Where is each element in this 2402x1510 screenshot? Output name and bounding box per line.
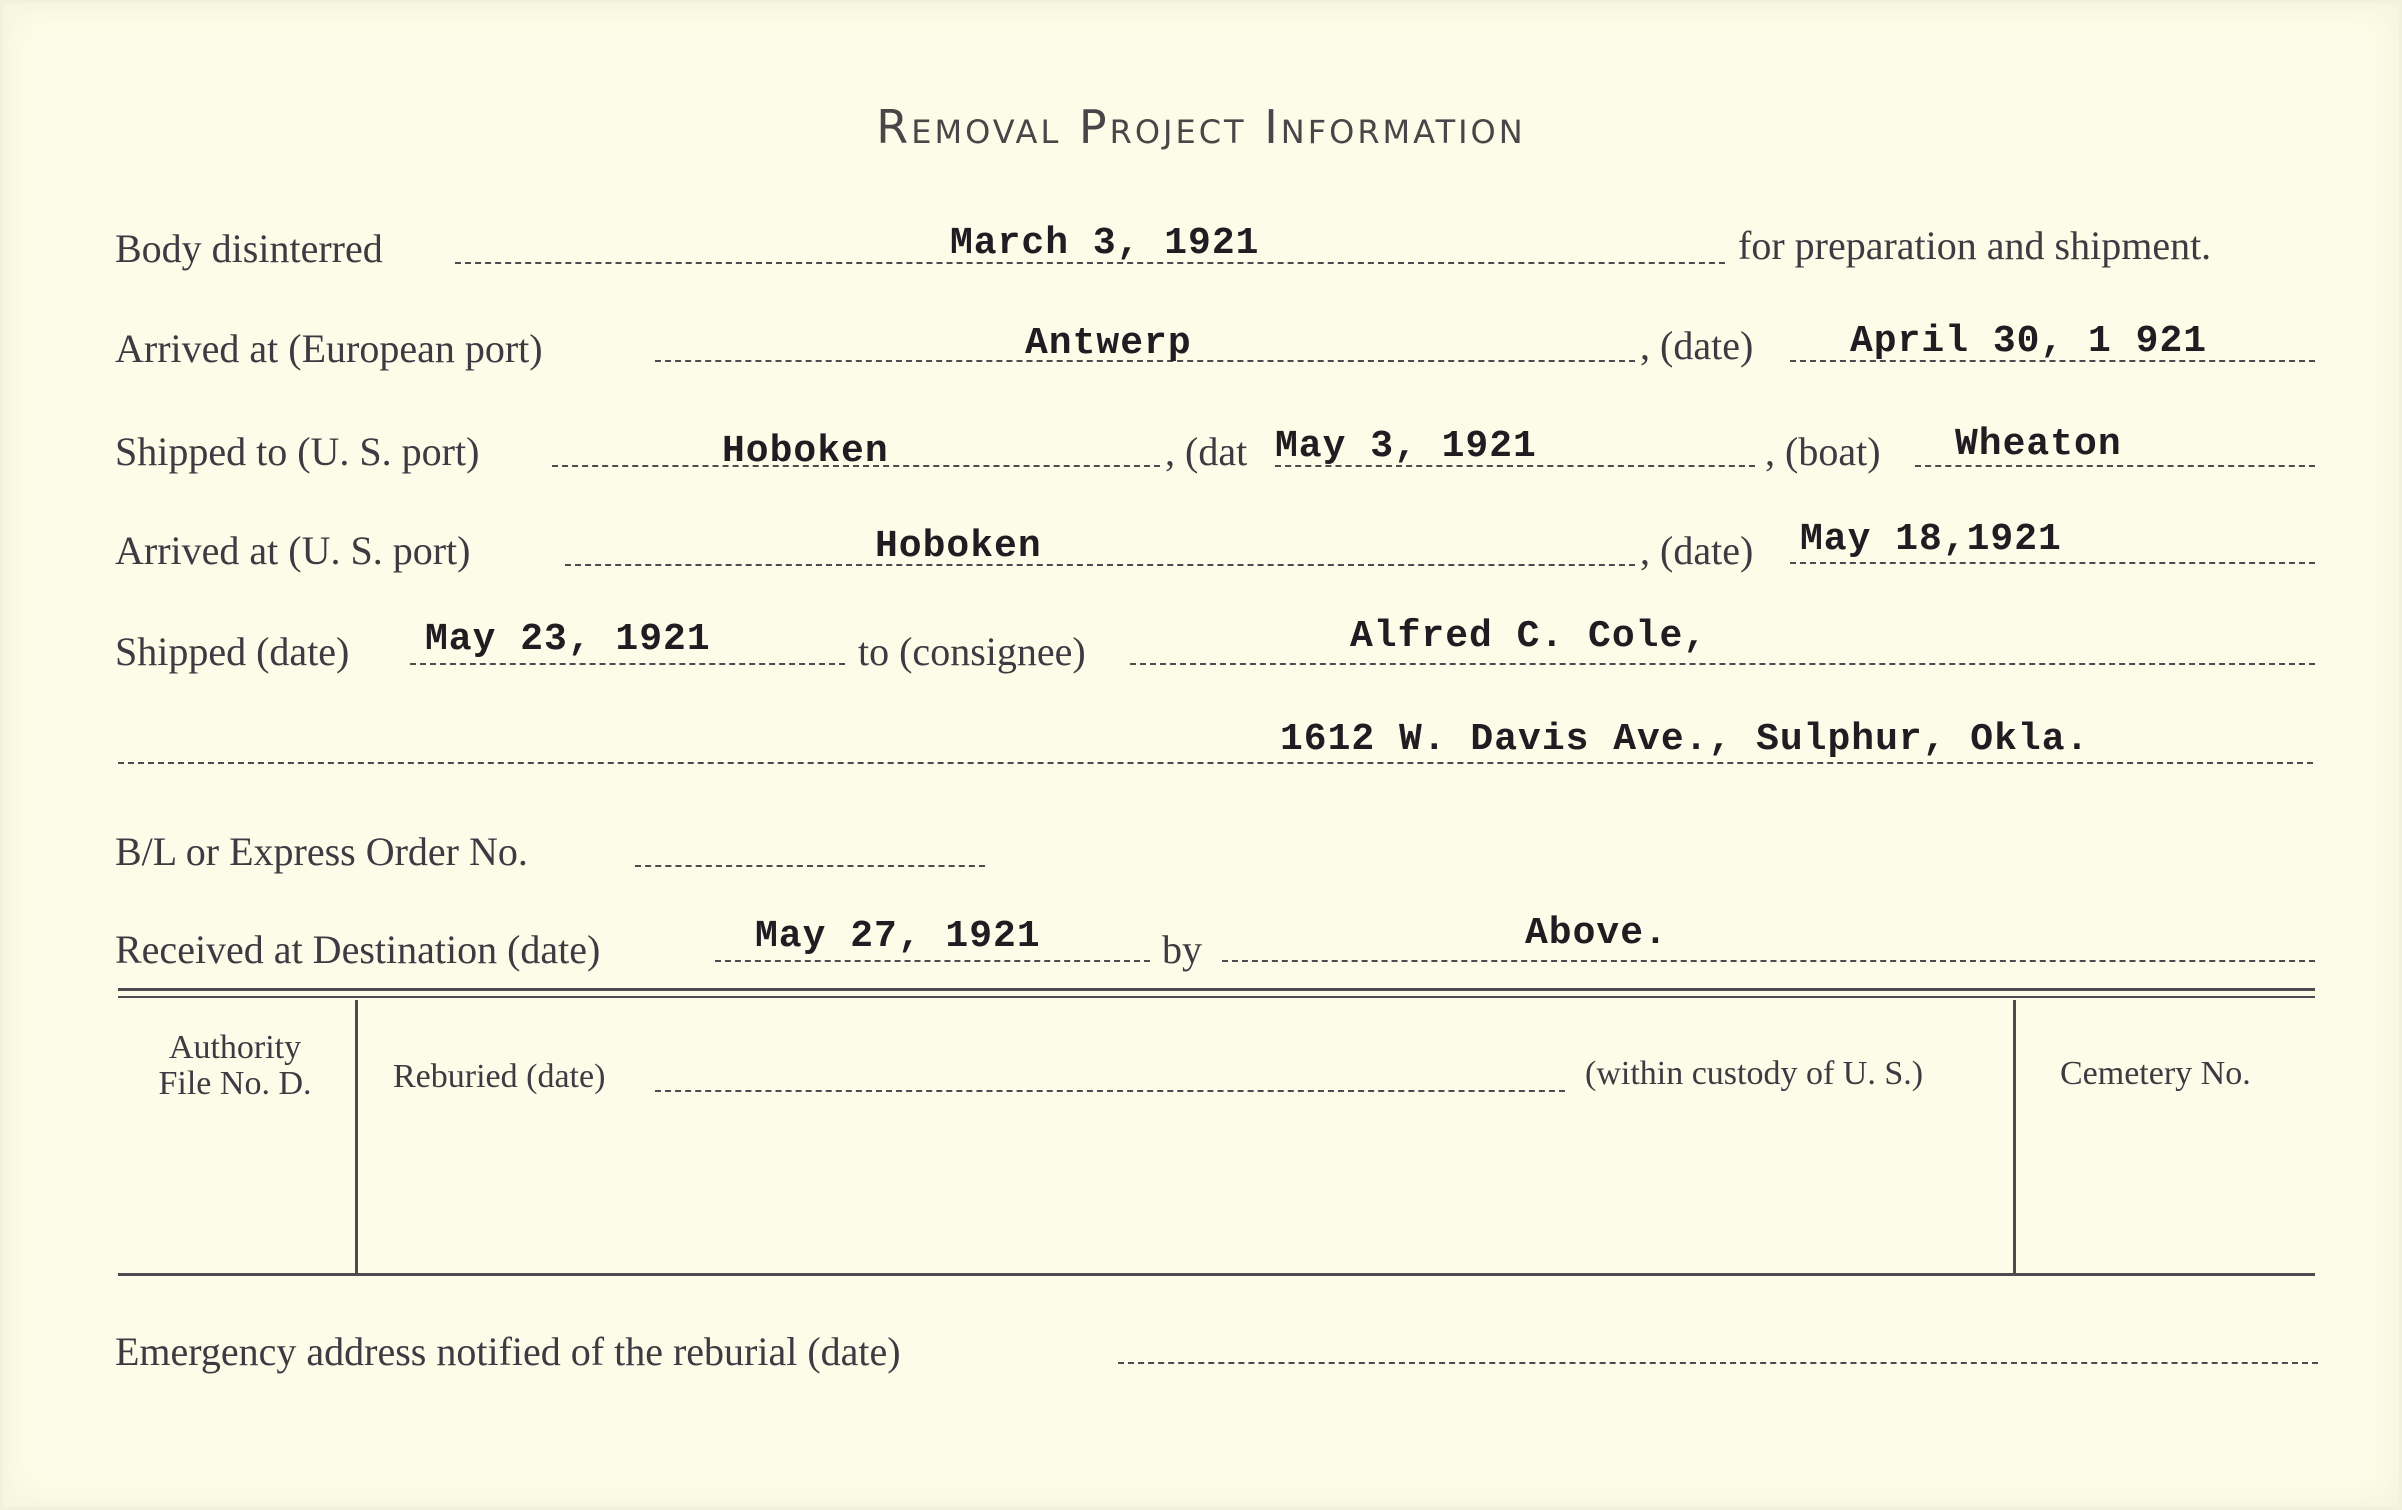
label-date-2: , (date) (1640, 528, 1754, 573)
field-line-shipped-date (410, 663, 845, 665)
label-body-disinterred: Body disinterred (115, 226, 383, 271)
label-date-1: , (date) (1640, 323, 1754, 368)
divider-authority (355, 1000, 358, 1275)
field-line-us-port-arrived (565, 564, 1635, 566)
bottom-rule (118, 1273, 2315, 1276)
value-received-by: Above. (1525, 912, 1668, 955)
field-line-us-arrival-date (1790, 562, 2315, 564)
label-within-custody: (within custody of U. S.) (1585, 1055, 1924, 1092)
value-european-arrival-date: April 30, 1 921 (1850, 320, 2208, 363)
label-arrived-european: Arrived at (European port) (115, 326, 543, 371)
field-line-reburied (655, 1090, 1565, 1092)
field-line-received-by (1222, 960, 2315, 962)
label-authority-line1: Authority (168, 1029, 302, 1066)
field-line-consignee-address (118, 762, 2313, 764)
label-for-preparation: for preparation and shipment. (1738, 223, 2212, 268)
label-cemetery-no: Cemetery No. (2060, 1055, 2251, 1092)
field-line-received-date (715, 960, 1150, 962)
value-european-port: Antwerp (1025, 322, 1192, 365)
label-emergency-address: Emergency address notified of the reburial (date) (115, 1329, 901, 1374)
field-line-emergency (1118, 1362, 2318, 1364)
value-shipped-date: May 23, 1921 (425, 618, 711, 661)
value-us-port-arrived: Hoboken (875, 525, 1042, 568)
label-authority-line2: File No. D. (158, 1065, 312, 1102)
label-bl-order: B/L or Express Order No. (115, 829, 528, 874)
value-received-date: May 27, 1921 (755, 915, 1041, 958)
label-shipped-date: Shipped (date) (115, 629, 350, 674)
label-by: by (1162, 927, 1202, 972)
double-rule-top (118, 988, 2315, 991)
divider-cemetery (2013, 1000, 2016, 1275)
card-title: Removal Project Information (876, 100, 1526, 154)
label-to-consignee: to (consignee) (858, 629, 1086, 674)
field-line-bl-order (635, 865, 985, 867)
label-boat: , (boat) (1765, 429, 1881, 474)
label-arrived-us-port: Arrived at (U. S. port) (115, 528, 471, 573)
value-us-ship-date: May 3, 1921 (1275, 425, 1537, 468)
value-us-port-shipped: Hoboken (722, 430, 889, 473)
value-boat: Wheaton (1955, 423, 2122, 466)
double-rule-bottom (118, 996, 2315, 998)
value-us-arrival-date: May 18,1921 (1800, 518, 2062, 561)
label-authority-file (125, 1030, 345, 1102)
value-disinterred-date: March 3, 1921 (950, 222, 1260, 265)
field-line-consignee (1130, 663, 2315, 665)
value-consignee: Alfred C. Cole, (1350, 615, 1708, 658)
label-shipped-us-port: Shipped to (U. S. port) (115, 429, 480, 474)
value-consignee-address: 1612 W. Davis Ave., Sulphur, Okla. (1280, 718, 2090, 761)
label-reburied-date: Reburied (date) (393, 1058, 606, 1095)
label-dat: , (dat (1165, 429, 1248, 474)
label-received-destination: Received at Destination (date) (115, 927, 601, 972)
